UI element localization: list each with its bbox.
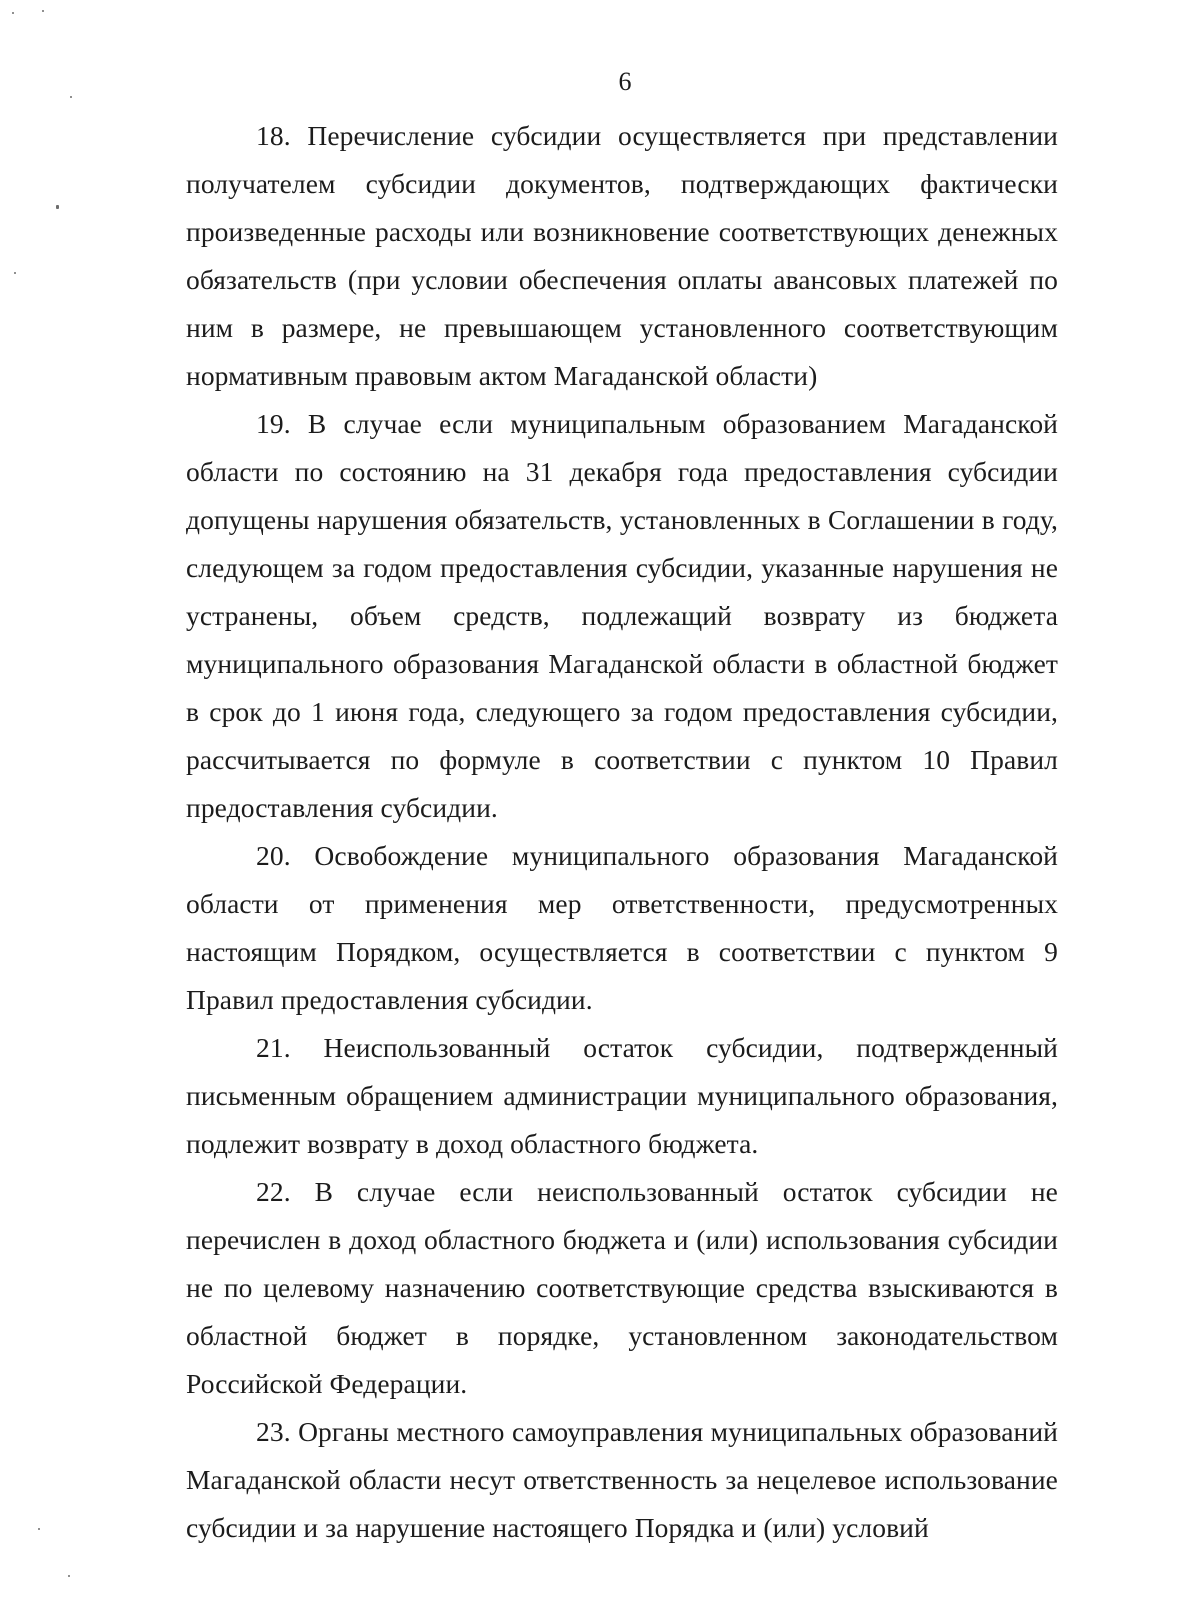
paragraph-18: 18. Перечисление субсидии осуществляется при представлении получателем субсидии документов, подтверждающих фактически произведенные расходы или возникновение соответствующих денежных обязательств (при условии обеспечения оплаты авансовых платежей по ним в размере, не превышающем установленного соответствующим нормативным правовым актом Магаданской области) bbox=[186, 120, 1058, 391]
paragraph-21: 21. Неиспользованный остаток субсидии, подтвержденный письменным обращением администрации муниципального образования, подлежит возврату в доход областного бюджета. bbox=[186, 1032, 1058, 1159]
paragraph-22: 22. В случае если неиспользованный остаток субсидии не перечислен в доход областного бюджета и (или) использования субсидии не по целевому назначению соответствующие средства взыскиваются в областной бюджет в порядке, установленном законодательством Российской Федерации. bbox=[186, 1176, 1058, 1399]
scan-speck bbox=[12, 12, 14, 14]
paragraph-20: 20. Освобождение муниципального образования Магаданской области от применения мер ответственности, предусмотренных настоящим Порядком, осуществляется в соответствии с пунктом 9 Правил предоставления субсидии. bbox=[186, 840, 1058, 1015]
page-number: 6 bbox=[618, 67, 632, 96]
document-body bbox=[186, 112, 1058, 1552]
scan-speck bbox=[42, 10, 44, 12]
paragraph-19: 19. В случае если муниципальным образованием Магаданской области по состоянию на 31 декабря года предоставления субсидии допущены нарушения обязательств, установленных в Соглашении в году, следующем за годом предоставления субсидии, указанные нарушения не устранены, объем средств, подлежащий возврату из бюджета муниципального образования Магаданской области в областной бюджет в срок до 1 июня года, следующего за годом предоставления субсидии, рассчитывается по формуле в соответствии с пунктом 10 Правил предоставления субсидии. bbox=[186, 408, 1058, 823]
scan-speck bbox=[68, 1575, 70, 1577]
scan-speck bbox=[56, 205, 59, 209]
scan-speck bbox=[38, 1528, 40, 1530]
scan-speck bbox=[70, 96, 72, 98]
paragraph-23: 23. Органы местного самоуправления муниципальных образований Магаданской области несут ответственность за нецелевое использование субсидии и за нарушение настоящего Порядка и (или) условий bbox=[186, 1416, 1058, 1543]
scan-speck bbox=[14, 272, 16, 274]
